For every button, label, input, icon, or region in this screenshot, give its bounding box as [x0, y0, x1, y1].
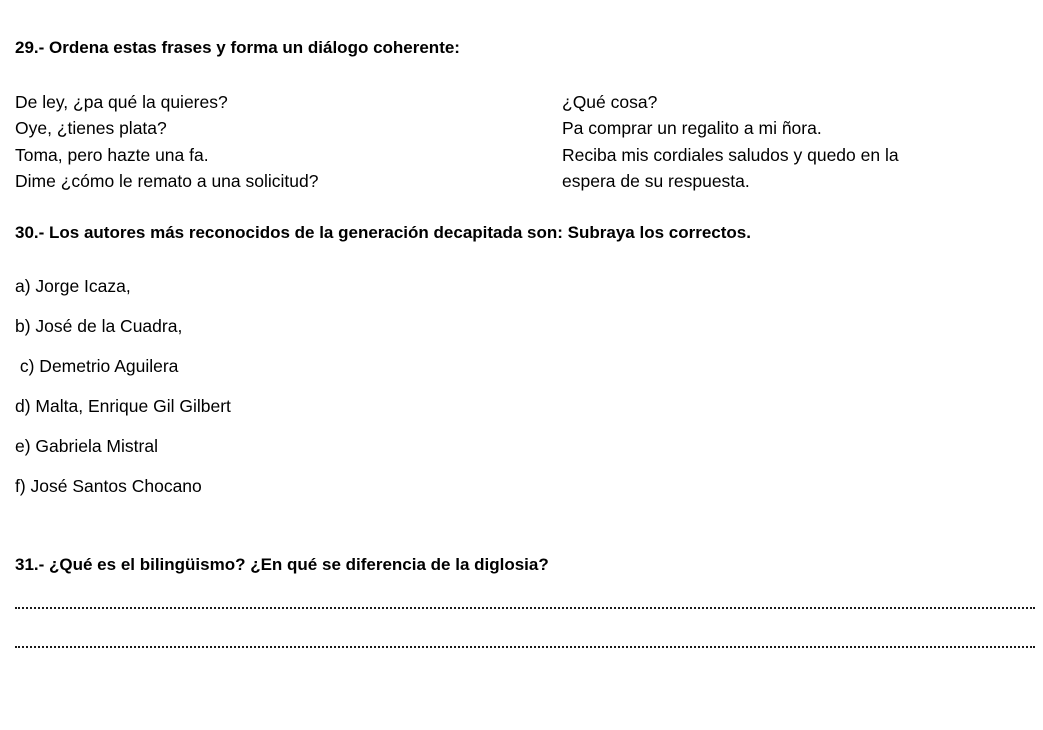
dialogue-line: Toma, pero hazte una fa.: [15, 144, 209, 165]
dialogue-right-column: [562, 89, 899, 194]
dialogue-line: espera de su respuesta.: [562, 170, 750, 191]
question-30-title: 30.- Los autores más reconocidos de la generación decapitada son: Subraya los correctos.: [15, 223, 751, 242]
answer-option-c[interactable]: c) Demetrio Aguilera: [15, 356, 179, 376]
answer-option-a[interactable]: a) Jorge Icaza,: [15, 276, 131, 296]
dialogue-line: Reciba mis cordiales saludos y quedo en la: [562, 144, 899, 165]
dialogue-line: Pa comprar un regalito a mi ñora.: [562, 118, 822, 139]
answer-option-b[interactable]: b) José de la Cuadra,: [15, 316, 183, 336]
question-29-title: 29.- Ordena estas frases y forma un diálogo coherente:: [15, 38, 460, 57]
dialogue-line: De ley, ¿pa qué la quieres?: [15, 92, 228, 112]
answer-line[interactable]: [15, 646, 1035, 648]
question-31-title: 31.- ¿Qué es el bilingüismo? ¿En qué se diferencia de la diglosia?: [15, 555, 549, 574]
dialogue-left-column: [15, 89, 318, 194]
answer-option-d[interactable]: d) Malta, Enrique Gil Gilbert: [15, 396, 231, 416]
answer-line[interactable]: [15, 607, 1035, 609]
dialogue-line: Oye, ¿tienes plata?: [15, 118, 167, 139]
dialogue-line: ¿Qué cosa?: [562, 92, 658, 112]
answer-option-f[interactable]: f) José Santos Chocano: [15, 476, 202, 496]
answer-option-e[interactable]: e) Gabriela Mistral: [15, 436, 158, 456]
dialogue-line: Dime ¿cómo le remato a una solicitud?: [15, 170, 319, 191]
